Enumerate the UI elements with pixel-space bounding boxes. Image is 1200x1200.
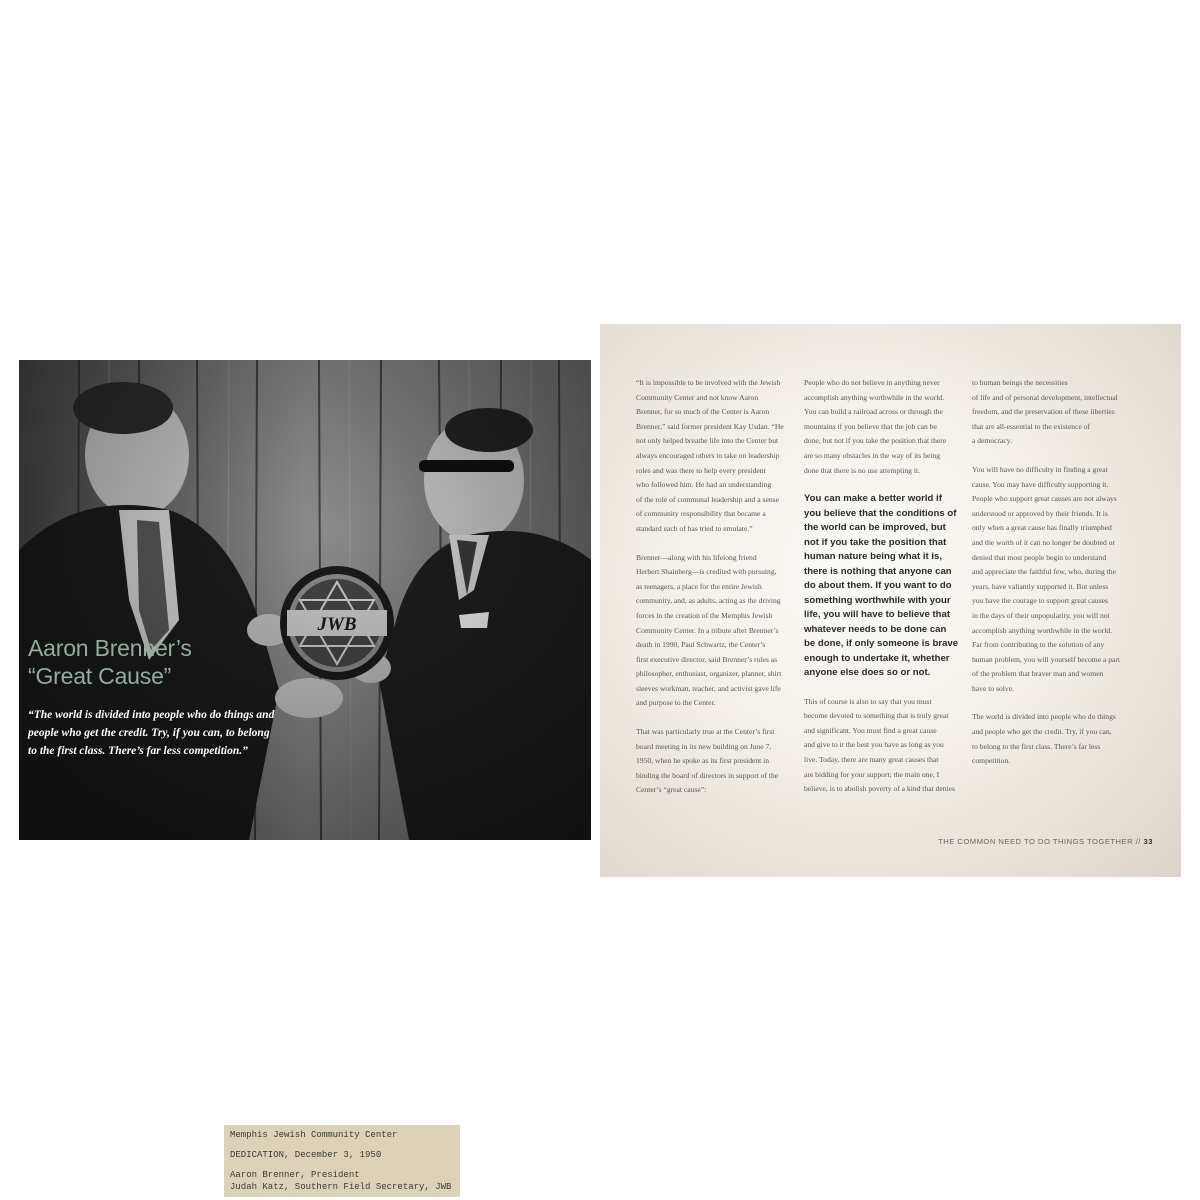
text-line: of the role of communal leadership and a sense (636, 494, 779, 504)
text-line: always encouraged others to take on leadership (636, 450, 780, 460)
paragraph (972, 710, 1132, 768)
text-line: death in 1990, Paul Schwartz, the Center’s (636, 640, 766, 650)
text-line: That was particularly true at the Center’s first (636, 727, 775, 737)
pull-quote (804, 492, 964, 681)
text-line: denied that most people begin to understand (972, 552, 1107, 562)
text-line: People who do not believe in anything never (804, 378, 940, 387)
text-line: whatever needs to be done can (804, 623, 947, 635)
paragraph (636, 551, 788, 712)
text-line: that are all-essential to the existence of (972, 421, 1091, 431)
text-line: of life and of personal development, intellectual (972, 392, 1118, 402)
text-line: competition. (972, 756, 1011, 766)
text-line: sleeves workman, teacher, and activist gave life (636, 683, 781, 693)
text-line: of the problem that braver man and women (972, 669, 1104, 679)
text-line: Community Center and not know Aaron (636, 392, 759, 402)
text-line: community, and, as adults, acting as the driving (636, 596, 781, 606)
text-line: accomplish anything worthwhile in the world. (804, 392, 945, 402)
text-line: as teenagers, a place for the entire Jewish (636, 581, 762, 591)
text-line: anyone else does so or not. (804, 667, 931, 679)
text-line: 1950, when he spoke as its first president in (636, 756, 770, 766)
text-line: You can build a railroad across or through the (804, 407, 943, 417)
text-line: standard each of has tried to emulate.” (636, 523, 753, 533)
paragraph (804, 695, 964, 797)
paragraph (636, 376, 788, 537)
text-line: and give to it the best you have as long as you (804, 740, 944, 750)
text-line: Brenner,” said former president Kay Usdan. “He (636, 421, 784, 431)
text-line: of community responsibility that became a (636, 509, 766, 519)
text-line: something worthwhile with your (804, 594, 951, 606)
text-line: Center’s “great cause”: (636, 785, 707, 795)
text-line: years, have valiantly supported it. But unless (972, 581, 1109, 591)
text-line: Far from contributing to the solution of any (972, 640, 1105, 650)
text-line: the world can be improved, but (804, 522, 946, 534)
caption-line: DEDICATION, December 3, 1950 (230, 1150, 382, 1160)
photo-illustration (19, 360, 591, 840)
running-head: THE COMMON NEED TO DO THINGS TOGETHER // (938, 837, 1141, 846)
caption-line: Memphis Jewish Community Center (230, 1130, 398, 1140)
text-line: to human beings the necessities (972, 378, 1068, 387)
text-line: and purpose to the Center. (636, 698, 716, 708)
paragraph (804, 376, 964, 478)
text-column-1 (636, 376, 788, 812)
text-line: are bidding for your support; the main one, I (804, 769, 940, 779)
text-line: have to solve. (972, 683, 1014, 693)
text-line: binding the board of directors in support of the (636, 770, 779, 780)
text-line: done that there is no use attempting it. (804, 465, 920, 475)
text-line: “It is impossible to be involved with the Jewish (636, 378, 781, 387)
text-line: cause. You may have difficulty supporting it. (972, 479, 1109, 489)
text-line: are so many obstacles in the way of its being (804, 450, 941, 460)
paragraph (972, 376, 1132, 449)
dedication-photo (19, 360, 591, 1192)
paragraph (636, 725, 788, 798)
text-line: a democracy. (972, 436, 1012, 446)
text-line: in the days of their unpopularity, you will not (972, 610, 1110, 620)
text-line: roles and was there to help every president (636, 465, 766, 475)
text-line: believe, is to abolish poverty of a kind that denies (804, 784, 955, 794)
text-line: not only helped breathe life into the Center but (636, 436, 779, 446)
caption-line: Judah Katz, Southern Field Secretary, JWB (230, 1182, 452, 1192)
text-line: human nature being what it is, (804, 551, 943, 563)
text-line: People who support great causes are not always (972, 494, 1117, 504)
text-line: live. Today, there are many great causes that (804, 755, 939, 765)
text-column-3 (972, 376, 1132, 783)
feature-quote: “The world is divided into people who do things and people who get the credit. Try, if you can, to belong to the first class. There’s far less competition.” (28, 709, 275, 757)
text-line: forces in the creation of the Memphis Jewish (636, 610, 773, 620)
text-line: Brenner—along with his lifelong friend (636, 552, 757, 562)
text-line: mountains if you believe that the job can be (804, 421, 937, 431)
text-line: become devoted to something that is truly great (804, 711, 949, 721)
text-line: Brenner, for so much of the Center is Aaron (636, 407, 770, 417)
caption-line: Aaron Brenner, President (230, 1170, 360, 1180)
text-line: You can make a better world if (804, 493, 942, 505)
feature-title-line: Aaron Brenner’s (28, 635, 192, 661)
feature-title-line: “Great Cause” (28, 663, 172, 689)
text-line: and significant. You must find a great cause (804, 725, 937, 735)
text-line: and appreciate the faithful few, who, during the (972, 567, 1116, 577)
text-line: understood or approved by their friends. It is (972, 508, 1108, 518)
text-line: accomplish anything worthwhile in the world. (972, 625, 1113, 635)
text-line: who followed him. He had an understanding (636, 480, 772, 490)
text-line: freedom, and the preservation of these liberties (972, 407, 1115, 417)
text-line: be done, if only someone is brave (804, 638, 959, 650)
text-line: The world is divided into people who do things (972, 712, 1116, 722)
text-line: Herbert Shainberg—is credited with pursuing, (636, 567, 777, 577)
page-footer (938, 837, 1153, 846)
text-line: first executive director, said Brenner’s roles as (636, 654, 778, 664)
text-line: to belong to the first class. There’s far less (972, 741, 1101, 751)
text-line: life, you will have to believe that (804, 609, 951, 621)
text-line: only when a great cause has finally triumphed (972, 523, 1112, 533)
text-line: You will have no difficulty in finding a great (972, 464, 1108, 474)
text-column-2 (804, 376, 964, 811)
text-line: Community Center. In a tribute after Brenner’s (636, 625, 779, 635)
text-line: done, but not if you take the position that there (804, 436, 947, 446)
page-number: 33 (1143, 837, 1153, 846)
text-line: there is nothing that anyone can (804, 565, 952, 577)
article-page (600, 324, 1181, 877)
text-line: enough to undertake it, whether (804, 652, 950, 664)
text-line: board meeting in its new building on June 7, (636, 741, 772, 751)
feature-title (28, 634, 192, 690)
photo-caption-card (224, 1125, 460, 1197)
text-line: philosopher, enthusiast, organizer, planner, shirt (636, 669, 782, 679)
text-line: you believe that the conditions of (804, 507, 957, 519)
text-line: This of course is also to say that you must (804, 696, 932, 706)
text-line: human problem, you will yourself become a part (972, 654, 1121, 664)
text-line: and the worth of it can no longer be doubted or (972, 537, 1115, 547)
text-line: do about them. If you want to do (804, 580, 952, 592)
text-line: you have the courage to support great causes (972, 596, 1109, 606)
text-line: not if you take the position that (804, 536, 947, 548)
text-line: and people who get the credit. Try, if you can, (972, 727, 1112, 737)
paragraph (972, 463, 1132, 697)
